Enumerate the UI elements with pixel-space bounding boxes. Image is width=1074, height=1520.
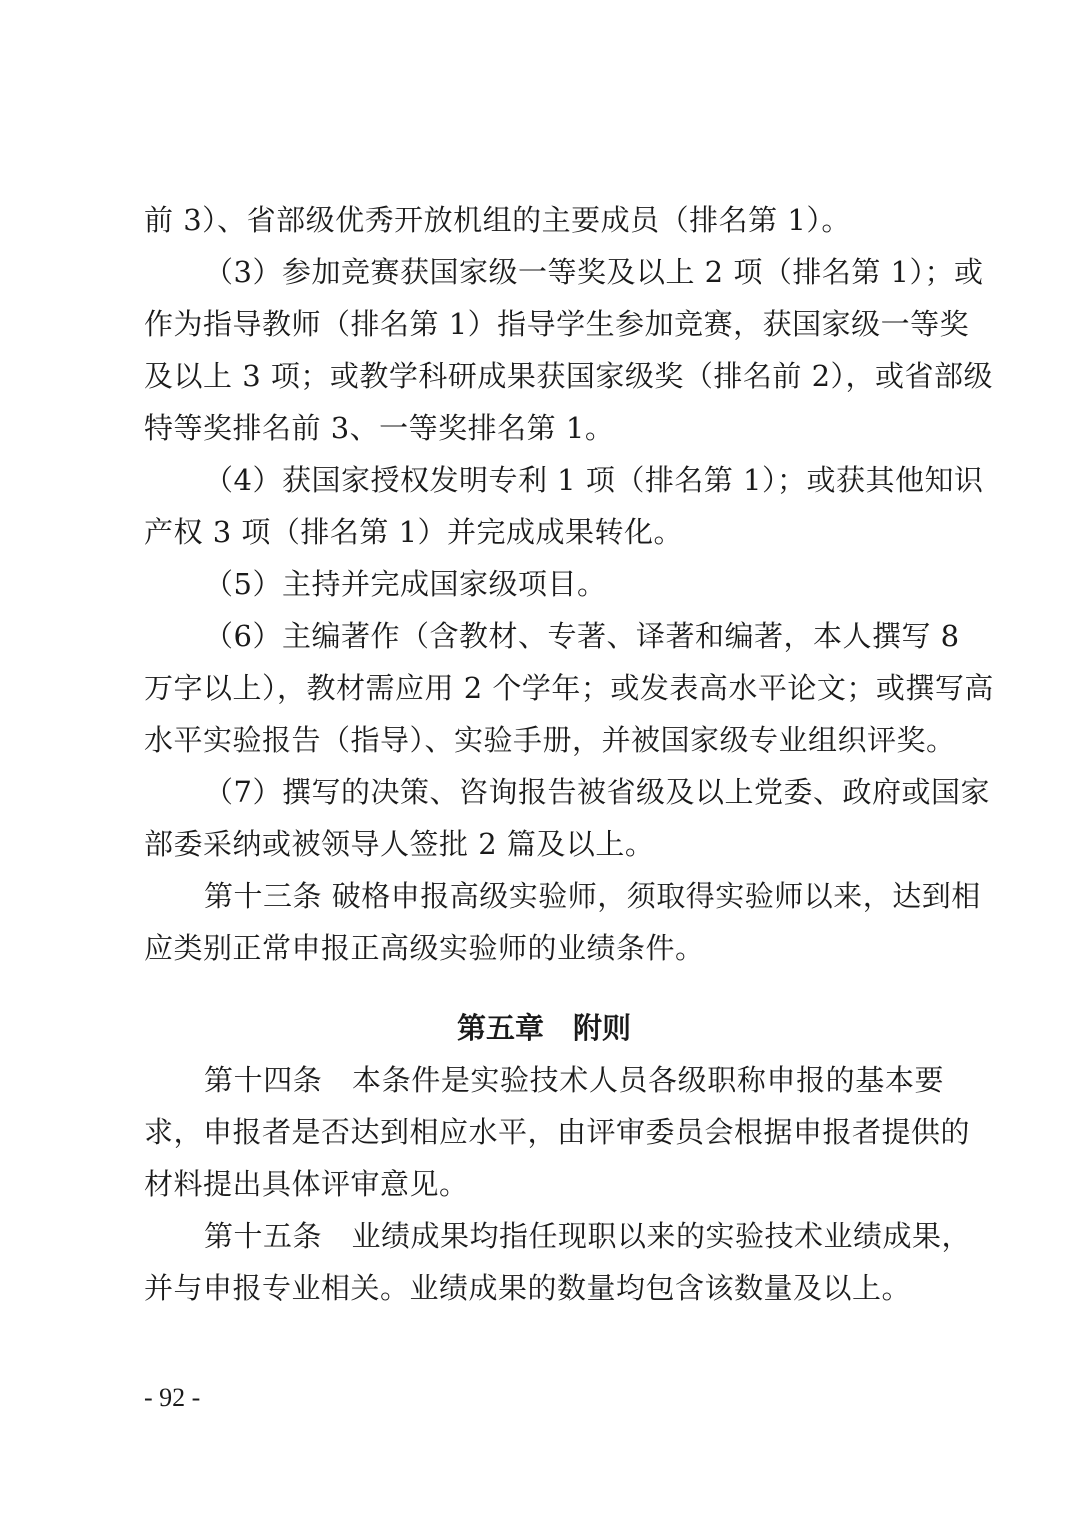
chapter-heading: 第五章 附则 [456,1011,631,1045]
paragraph-line: 并与申报专业相关。业绩成果的数量均包含该数量及以上。 [144,1271,912,1305]
paragraph-line: 第十四条 本条件是实验技术人员各级职称申报的基本要 [204,1063,944,1097]
paragraph-line: 材料提出具体评审意见。 [144,1167,469,1201]
paragraph-line: 水平实验报告（指导）、实验手册，并被国家级专业组织评奖。 [144,723,956,757]
paragraph-line: 第十五条 业绩成果均指任现职以来的实验技术业绩成果， [204,1219,972,1253]
paragraph-line: （6）主编著作（含教材、专著、译著和编著，本人撰写 8 [204,619,960,653]
paragraph-line: 万字以上），教材需应用 2 个学年；或发表高水平论文；或撰写高 [144,671,994,705]
paragraph-line: 产权 3 项（排名第 1）并完成成果转化。 [144,515,684,549]
paragraph-line: （5）主持并完成国家级项目。 [204,567,607,601]
paragraph-line: （4）获国家授权发明专利 1 项（排名第 1）；或获其他知识 [204,463,984,497]
paragraph-line: 第十三条 破格申报高级实验师，须取得实验师以来，达到相 [204,879,981,913]
paragraph-line: （7）撰写的决策、咨询报告被省级及以上党委、政府或国家 [204,775,990,809]
paragraph-line: 部委采纳或被领导人签批 2 篇及以上。 [144,827,655,861]
paragraph-line: 特等奖排名前 3、一等奖排名第 1。 [144,411,615,445]
paragraph-line: 求，申报者是否达到相应水平，由评审委员会根据申报者提供的 [144,1115,971,1149]
paragraph-line: 前 3）、省部级优秀开放机组的主要成员（排名第 1）。 [144,203,851,237]
page-number: - 92 - [144,1383,201,1412]
paragraph-line: 作为指导教师（排名第 1）指导学生参加竞赛，获国家级一等奖 [144,307,970,341]
paragraph-line: 及以上 3 项；或教学科研成果获国家级奖（排名前 2），或省部级 [144,359,994,393]
paragraph-line: 应类别正常申报正高级实验师的业绩条件。 [144,931,705,965]
paragraph-line: （3）参加竞赛获国家级一等奖及以上 2 项（排名第 1）；或 [204,255,984,289]
